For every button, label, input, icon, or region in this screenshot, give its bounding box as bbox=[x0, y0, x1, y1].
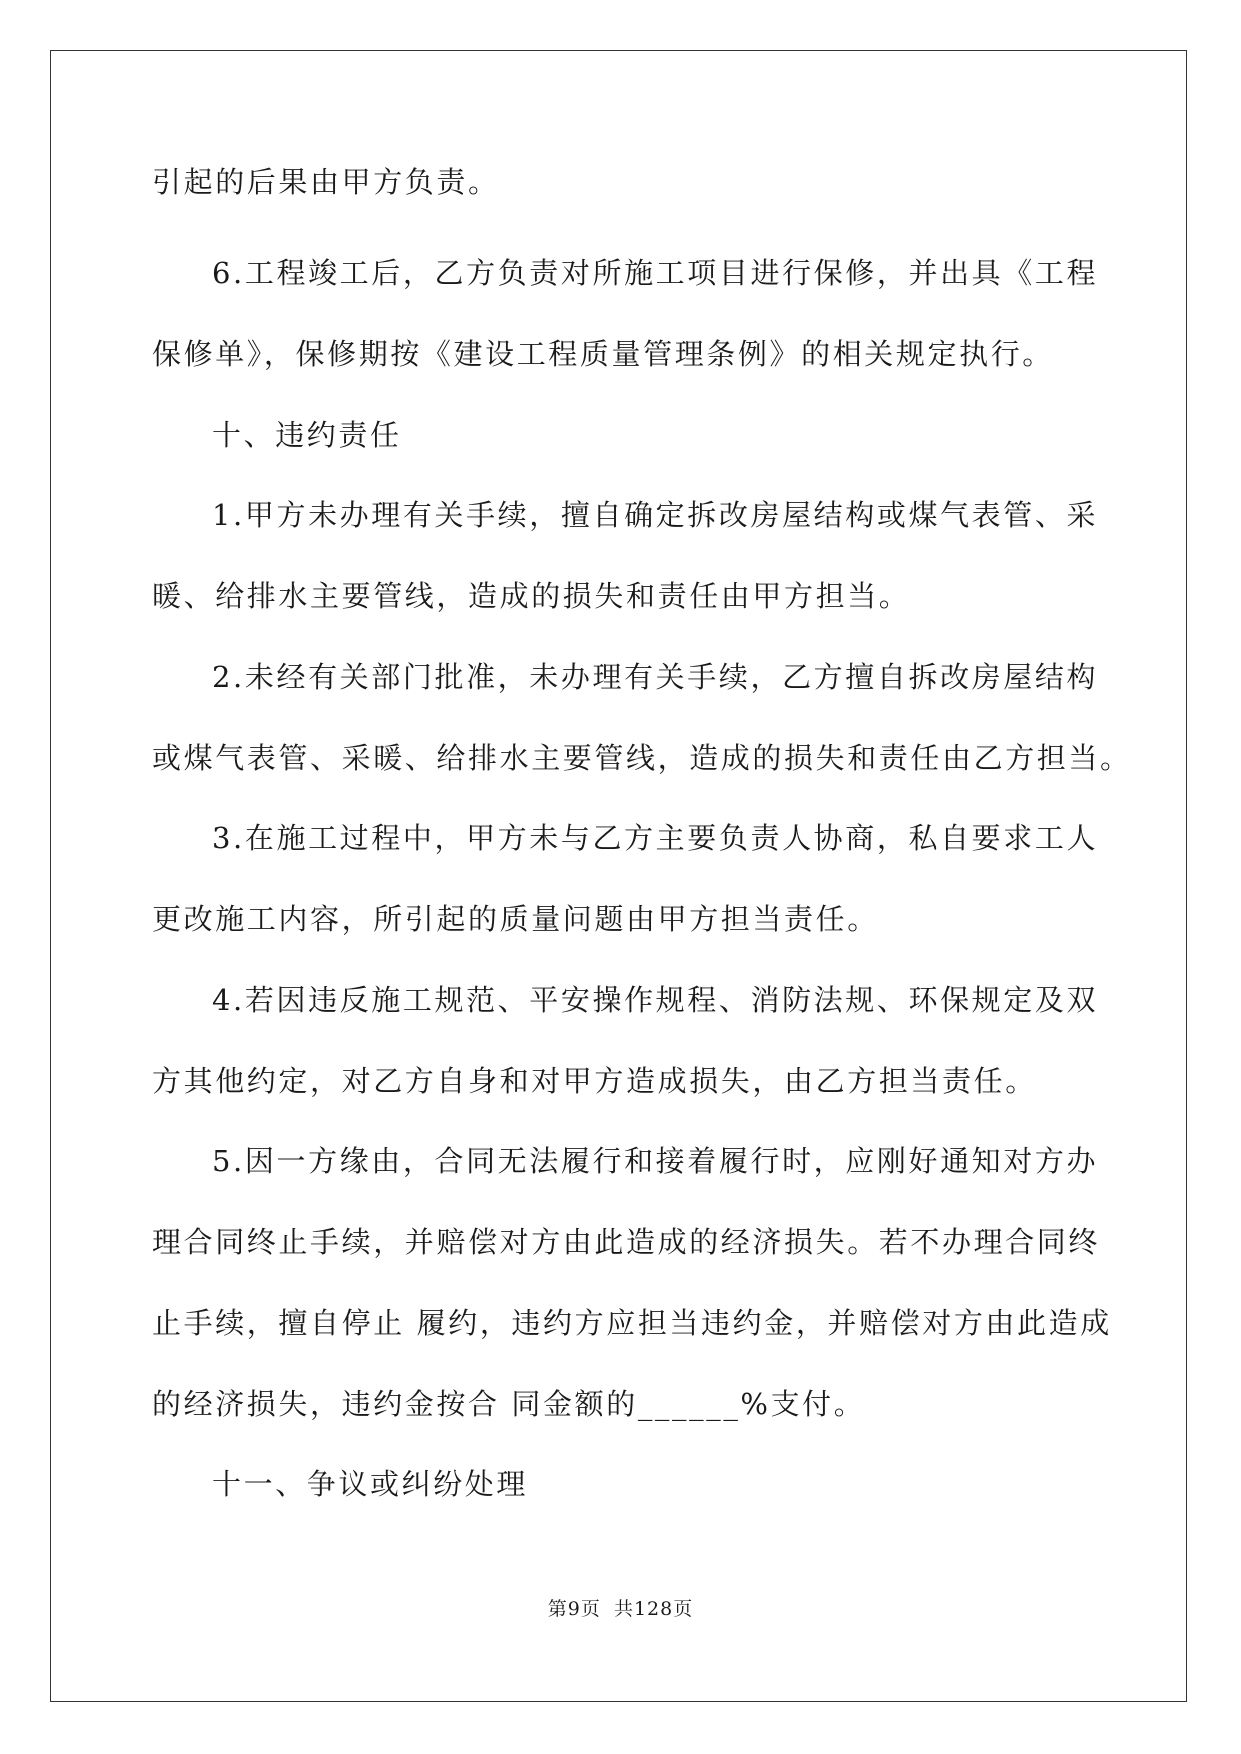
paragraph-line: 或煤气表管、采暖、给排水主要管线，造成的损失和责任由乙方担当。 bbox=[152, 741, 1132, 775]
paragraph-line: 3.在施工过程中，甲方未与乙方主要负责人协商，私自要求工人 bbox=[212, 821, 1099, 855]
section-heading: 十、违约责任 bbox=[212, 418, 402, 452]
page-footer bbox=[0, 1594, 1241, 1621]
paragraph-line: 5.因一方缘由，合同无法履行和接着履行时，应刚好通知对方办 bbox=[212, 1144, 1099, 1178]
page-number: 第9页 bbox=[547, 1598, 601, 1620]
paragraph-line: 止手续，擅自停止 履约，违约方应担当违约金，并赔偿对方由此造成 bbox=[152, 1306, 1112, 1340]
paragraph-line: 引起的后果由甲方负责。 bbox=[152, 165, 500, 199]
page-total: 共128页 bbox=[613, 1598, 694, 1620]
paragraph-line: 暖、给排水主要管线，造成的损失和责任由甲方担当。 bbox=[152, 579, 911, 613]
paragraph-line: 更改施工内容，所引起的质量问题由甲方担当责任。 bbox=[152, 902, 879, 936]
paragraph-line: 的经济损失，违约金按合 同金额的______%支付。 bbox=[152, 1387, 866, 1421]
section-heading: 十一、争议或纠纷处理 bbox=[212, 1467, 529, 1501]
paragraph-line: 2.未经有关部门批准，未办理有关手续，乙方擅自拆改房屋结构 bbox=[212, 660, 1099, 694]
paragraph-line: 方其他约定，对乙方自身和对甲方造成损失，由乙方担当责任。 bbox=[152, 1064, 1037, 1098]
page-border bbox=[50, 50, 1187, 1702]
paragraph-line: 4.若因违反施工规范、平安操作规程、消防法规、环保规定及双 bbox=[212, 983, 1099, 1017]
paragraph-line: 1.甲方未办理有关手续，擅自确定拆改房屋结构或煤气表管、采 bbox=[212, 498, 1099, 532]
paragraph-line: 6.工程竣工后，乙方负责对所施工项目进行保修，并出具《工程 bbox=[212, 256, 1099, 290]
paragraph-line: 保修单》，保修期按《建设工程质量管理条例》的相关规定执行。 bbox=[152, 337, 1054, 371]
paragraph-line: 理合同终止手续，并赔偿对方由此造成的经济损失。若不办理合同终 bbox=[152, 1225, 1101, 1259]
